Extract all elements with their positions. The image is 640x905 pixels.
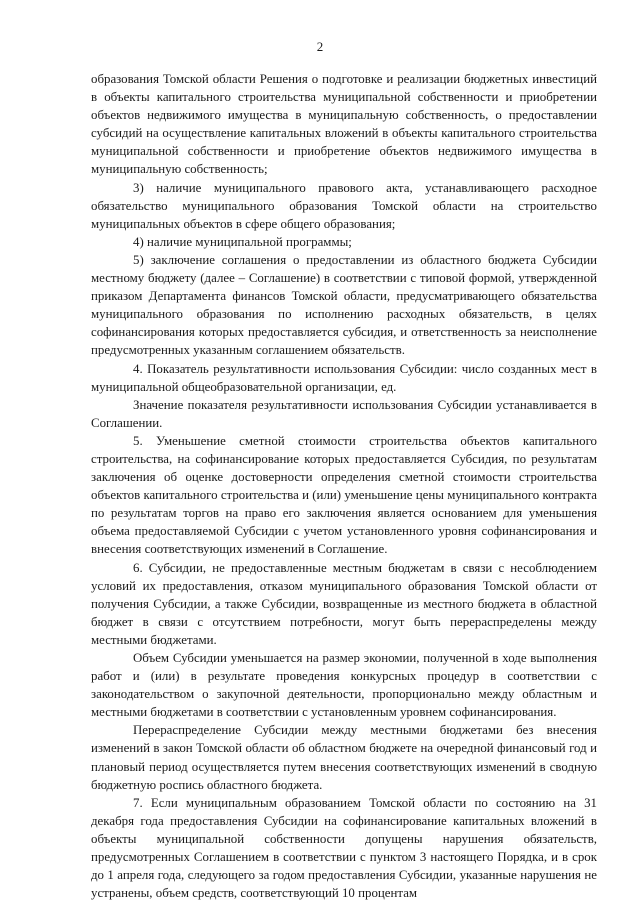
- paragraph: 7. Если муниципальным образованием Томской области по состоянию на 31 декабря года предоставления Субсидии на софинансирование капитальных вложений в объекты муниципальной собственности допущены нарушения обязательств, предусмотренных Соглашением в соответствии с пунктом 3 настоящего Порядка, и в срок до 1 апреля года, следующего за годом предоставления Субсидии, указанные нарушения не устранены, объем средств, соответствующий 10 процентам: [91, 795, 597, 901]
- page-number: 2: [316, 39, 324, 54]
- paragraph: Значение показателя результативности использования Субсидии устанавливается в Соглашении.: [91, 397, 597, 430]
- paragraph: 3) наличие муниципального правового акта, устанавливающего расходное обязательство муниципального образования Томской области на строительство муниципальных объектов в сфере общего образования;: [91, 180, 597, 231]
- paragraph: 4. Показатель результативности использования Субсидии: число созданных мест в муниципальной общеобразовательной организации, ед.: [91, 361, 597, 394]
- paragraph: 6. Субсидии, не предоставленные местным бюджетам в связи с несоблюдением условий их предоставления, отказом муниципального образования Томской области от получения Субсидии, а также Субсидии, возвращенные из местного бюджета в областной бюджет в связи с отсутствием потребности, могут быть перераспределены между местными бюджетами.: [91, 560, 597, 647]
- paragraph: Перераспределение Субсидии между местными бюджетами без внесения изменений в закон Томской области об областном бюджете на очередной финансовый год и плановый период осуществляется путем внесения соответствующих изменений в сводную бюджетную роспись областного бюджета.: [91, 723, 597, 792]
- body-text: [91, 70, 597, 902]
- paragraph: 4) наличие муниципальной программы;: [133, 234, 352, 249]
- paragraph: 5) заключение соглашения о предоставлении из областного бюджета Субсидии местному бюджету (далее – Соглашение) в соответствии с типовой формой, утвержденной приказом Департамента финансов Томской области, предусматривающего обязательства муниципального образования по исполнению расходных обязательств, в целях софинансирования которых предоставляется субсидия, и ответственность за неисполнение предусмотренных указанным соглашением обязательств.: [91, 252, 597, 358]
- paragraph: образования Томской области Решения о подготовке и реализации бюджетных инвестиций в объекты капитального строительства муниципальной собственности и приобретении объектов недвижимого имущества в муниципальную собственность, о предоставлении субсидий на осуществление капитальных вложений в объекты капитального строительства муниципальной собственности и приобретение объектов недвижимого имущества в муниципальную собственность;: [91, 72, 597, 177]
- paragraph: Объем Субсидии уменьшается на размер экономии, полученной в ходе выполнения работ и (или) в результате проведения конкурсных процедур в соответствии с законодательством о закупочной деятельности, пропорционально между областным и местными бюджетами в соответствии с установленным уровнем софинансирования.: [91, 651, 597, 720]
- paragraph: 5. Уменьшение сметной стоимости строительства объектов капитального строительства, на софинансирование которых предоставляется Субсидия, по результатам заключения об оценке достоверности определения сметной стоимости строительства объектов капитального строительства и (или) уменьшение цены муниципального контракта по результатам торгов на право его заключения является основанием для уменьшения объема предоставляемой Субсидии с учетом установленного уровня софинансирования и внесения соответствующих изменений в Соглашение.: [91, 433, 597, 557]
